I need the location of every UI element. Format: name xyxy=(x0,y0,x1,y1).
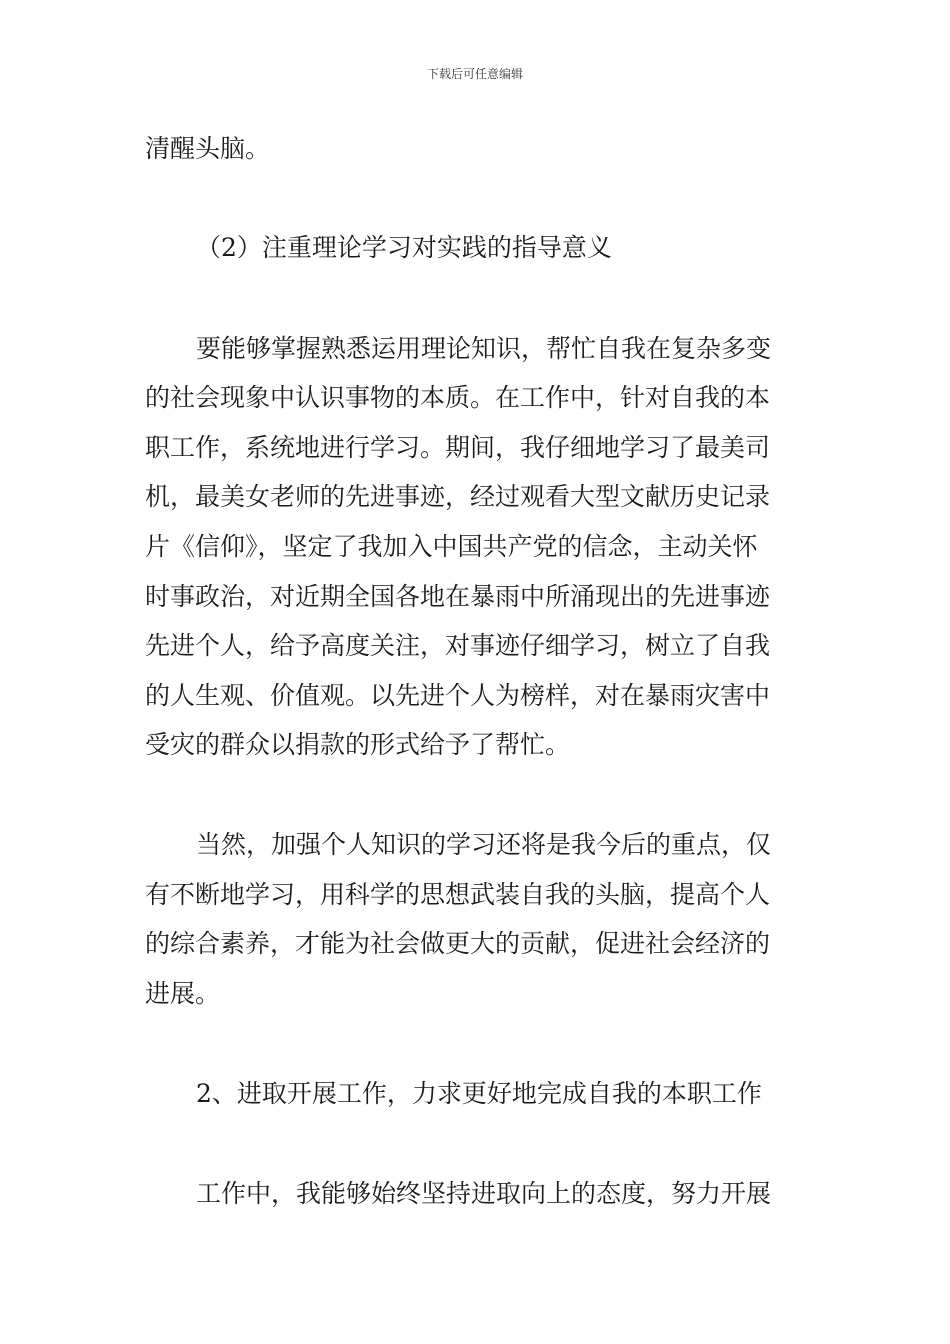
text-line: 机，最美女老师的先进事迹，经过观看大型文献历史记录 xyxy=(145,482,771,511)
text-line: 的综合素养，才能为社会做更大的贡献，促进社会经济的 xyxy=(145,929,771,958)
text-line: 要能够掌握熟悉运用理论知识，帮忙自我在复杂多变 xyxy=(196,334,772,363)
text-line: 的社会现象中认识事物的本质。在工作中，针对自我的本 xyxy=(145,383,771,412)
text-line: 当然，加强个人知识的学习还将是我今后的重点，仅 xyxy=(196,830,772,859)
text-line: 受灾的群众以捐款的形式给予了帮忙。 xyxy=(145,730,571,759)
section-heading: （2）注重理论学习对实践的指导意义 xyxy=(196,233,612,262)
section-heading: 2、进取开展工作，力求更好地完成自我的本职工作 xyxy=(196,1079,762,1108)
text-line: 先进个人，给予高度关注，对事迹仔细学习，树立了自我 xyxy=(145,631,771,660)
page-header: 下载后可任意编辑 xyxy=(426,67,523,81)
text-line: 的人生观、价值观。以先进个人为榜样，对在暴雨灾害中 xyxy=(145,681,771,710)
text-line: 清醒头脑。 xyxy=(145,134,271,163)
text-line: 有不断地学习，用科学的思想武装自我的头脑，提高个人 xyxy=(145,880,771,909)
text-line: 片《信仰》，坚定了我加入中国共产党的信念，主动关怀 xyxy=(145,532,758,561)
text-line: 进展。 xyxy=(145,979,221,1008)
text-line: 工作中，我能够始终坚持进取向上的态度，努力开展 xyxy=(196,1179,772,1208)
text-line: 时事政治，对近期全国各地在暴雨中所涌现出的先进事迹 xyxy=(145,582,771,611)
text-line: 职工作，系统地进行学习。期间，我仔细地学习了最美司 xyxy=(145,433,771,462)
